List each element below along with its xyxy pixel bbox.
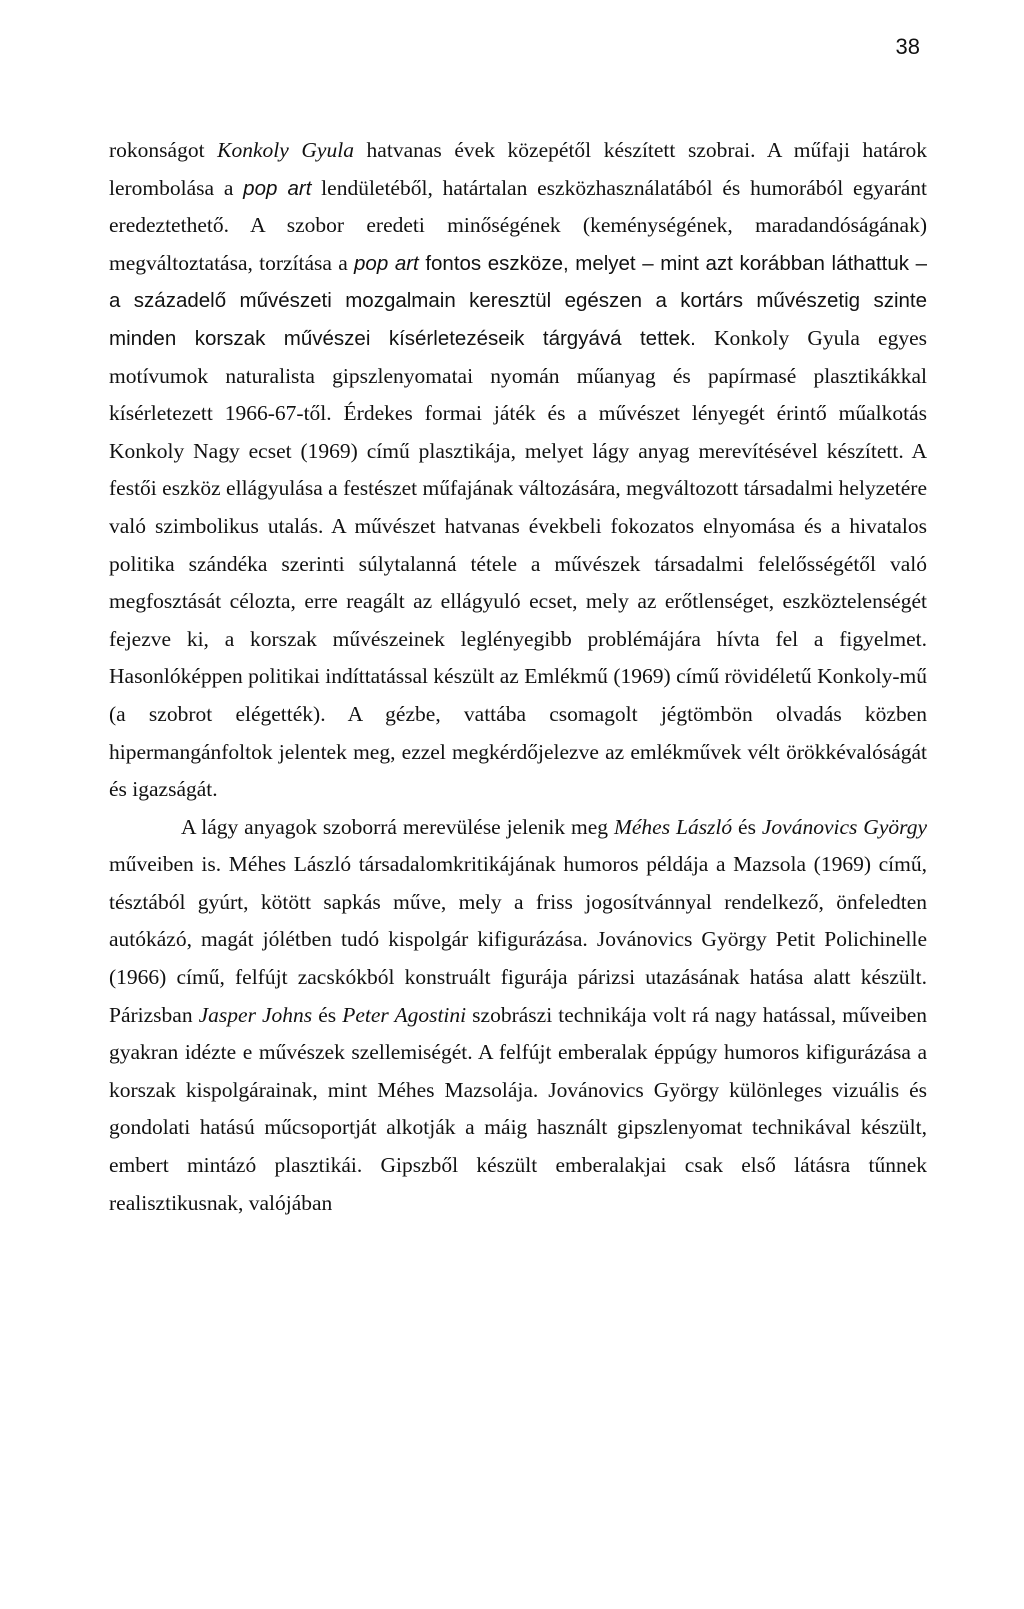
body-text xyxy=(109,132,927,1222)
paragraph xyxy=(109,132,927,809)
artist-name: Peter Agostini xyxy=(342,1002,467,1027)
text-segment: rokonságot xyxy=(109,138,218,162)
text-segment: és xyxy=(732,814,762,839)
artist-name: Jasper Johns xyxy=(198,1002,313,1027)
term-pop-art: pop art xyxy=(354,251,419,275)
page-number: 38 xyxy=(895,34,920,59)
text-segment: Konkoly Gyula egyes motívumok naturalista gipszlenyomatai nyomán műanyag és papírmasé plasztikákkal kísérletezett 1966-67-től. Érdekes formai játék és a művészet lényegét érintő műalkotás Konkoly Nagy ecset (1969) című plasztikája, melyet lágy anyag merevítésével készített. A festői eszköz ellágyulása a festészet műfajának változására, megváltozott társadalmi helyzetére való szimbolikus utalás. A művészet hatvanas évekbeli fokozatos elnyomása és a hivatalos politika szándéka szerinti súlytalanná tétele a művészek társadalmi felelősségétől való megfosztását célozta, erre reagált az ellágyuló ecset, mely az erőtlenséget, eszköztelenségét fejezve ki, a korszak művészeinek leglényegibb problémájára hívta fel a figyelmet. Hasonlóképpen politikai indíttatással készült az Emlékmű (1969) című rövidéletű Konkoly-mű (a szobrot elégették). A gézbe, vattába csomagolt jégtömbön olvadás közben hipermangánfoltok jelentek meg, ezzel megkérdőjelezve az emlékművek vélt örökkévalóságát és igazságát. xyxy=(109,325,927,802)
term-pop-art: pop art xyxy=(243,176,312,200)
artist-name: Konkoly Gyula xyxy=(217,138,354,162)
artist-name: Méhes László xyxy=(613,814,733,839)
text-segment: műveiben is. Méhes László társadalomkritikájának humoros példája a Mazsola (1969) című, tésztából gyúrt, kötött sapkás műve, mely a friss jogosítvánnyal rendelkező, önfeledten autókázó, magát jólétben tudó kispolgár kifigurázása. Jovánovics György Petit Polichinelle (1966) című, felfújt zacskókból konstruált figurája párizsi utazásának hatása alatt készült. Párizsban xyxy=(109,852,927,1027)
text-segment: fontos eszköze, melyet – mint azt korábban láthattuk – a századelő művészeti mozgalmain keresztül egészen a kortárs művészetig szinte minden korszak művészei kísérletezéseik tárgyává tettek. xyxy=(109,251,927,350)
text-segment: hatvanas évek közepétől készített szobrai. A műfaji határok lerombolása a xyxy=(109,138,927,200)
text-segment: lendületéből, határtalan eszközhasználatából és humorából egyaránt eredeztethető. A szobor eredeti minőségének (keménységének, maradandóságának) megváltoztatása, torzítása a xyxy=(109,175,928,275)
text-segment: és xyxy=(312,1002,343,1027)
text-segment: A lágy anyagok szoborrá merevülése jelenik meg xyxy=(181,814,614,839)
artist-name: Jovánovics György xyxy=(761,814,927,839)
paragraph xyxy=(109,809,927,1223)
text-segment: szobrászi technikája volt rá nagy hatással, műveiben gyakran idézte e művészek szellemiségét. A felfújt emberalak éppúgy humoros kifigurázása a korszak kispolgárainak, mint Méhes Mazsolája. Jovánovics György különleges vizuális és gondolati hatású műcsoportját alkotják a máig használt gipszlenyomat technikával készült, embert mintázó plasztikái. Gipszből készült emberalakjai csak első látásra tűnnek realisztikusnak, valójában xyxy=(109,1002,928,1215)
